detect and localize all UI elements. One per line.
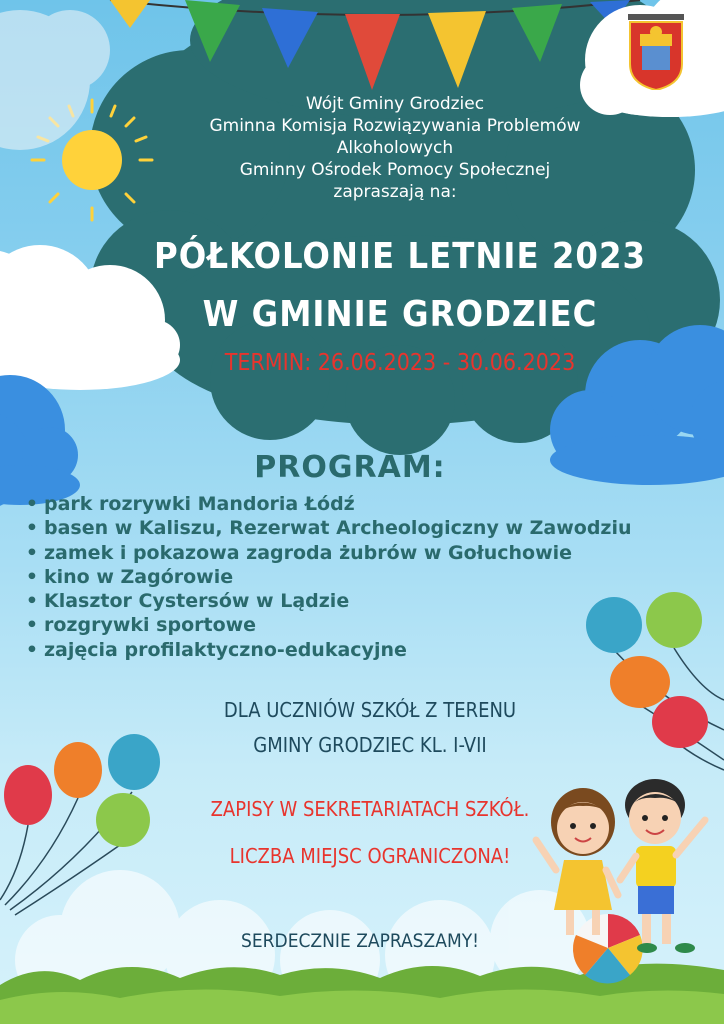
closing-invitation: SERDECZNIE ZAPRASZAMY! bbox=[241, 930, 479, 952]
list-item: • zamek i pokazowa zagroda żubrów w Gołuchowie bbox=[20, 541, 724, 565]
organizer-line: Gminny Ośrodek Pomocy Społecznej bbox=[239, 160, 551, 180]
organizer-line: Alkoholowych bbox=[336, 138, 454, 158]
organizer-line: zapraszają na: bbox=[333, 182, 457, 202]
blue-cloud-left bbox=[0, 375, 80, 510]
audience-line-1: DLA UCZNIÓW SZKÓŁ Z TERENU bbox=[223, 698, 517, 722]
main-title-line-2: W GMINIE GRODZIEC bbox=[202, 294, 598, 335]
organizer-line: Wójt Gminy Grodziec bbox=[305, 94, 485, 114]
enrollment-line-1: ZAPISY W SEKRETARIATACH SZKÓŁ. bbox=[210, 797, 530, 821]
audience-line-2: GMINY GRODZIEC KL. I-VII bbox=[253, 733, 487, 757]
enrollment-line-2: LICZBA MIEJSC OGRANICZONA! bbox=[229, 844, 511, 868]
organizer-line: Gminna Komisja Rozwiązywania Problemów bbox=[209, 116, 581, 136]
list-item: • kino w Zagórowie bbox=[20, 565, 724, 589]
list-item: • Klasztor Cystersów w Lądzie bbox=[20, 589, 724, 613]
list-item: • zajęcia profilaktyczno-edukacyjne bbox=[20, 638, 724, 662]
term-dates: TERMIN: 26.06.2023 - 30.06.2023 bbox=[224, 350, 576, 376]
list-item: • basen w Kaliszu, Rezerwat Archeologiczny w Zawodziu bbox=[20, 516, 724, 540]
program-list bbox=[20, 492, 724, 662]
organizers-block bbox=[120, 93, 670, 203]
program-heading: PROGRAM: bbox=[254, 450, 446, 485]
list-item: • park rozrywki Mandoria Łódź bbox=[20, 492, 724, 516]
municipality-crest-icon bbox=[626, 14, 686, 90]
list-item: • rozgrywki sportowe bbox=[20, 613, 724, 637]
main-title-line-1: PÓŁKOLONIE LETNIE 2023 bbox=[153, 236, 647, 277]
